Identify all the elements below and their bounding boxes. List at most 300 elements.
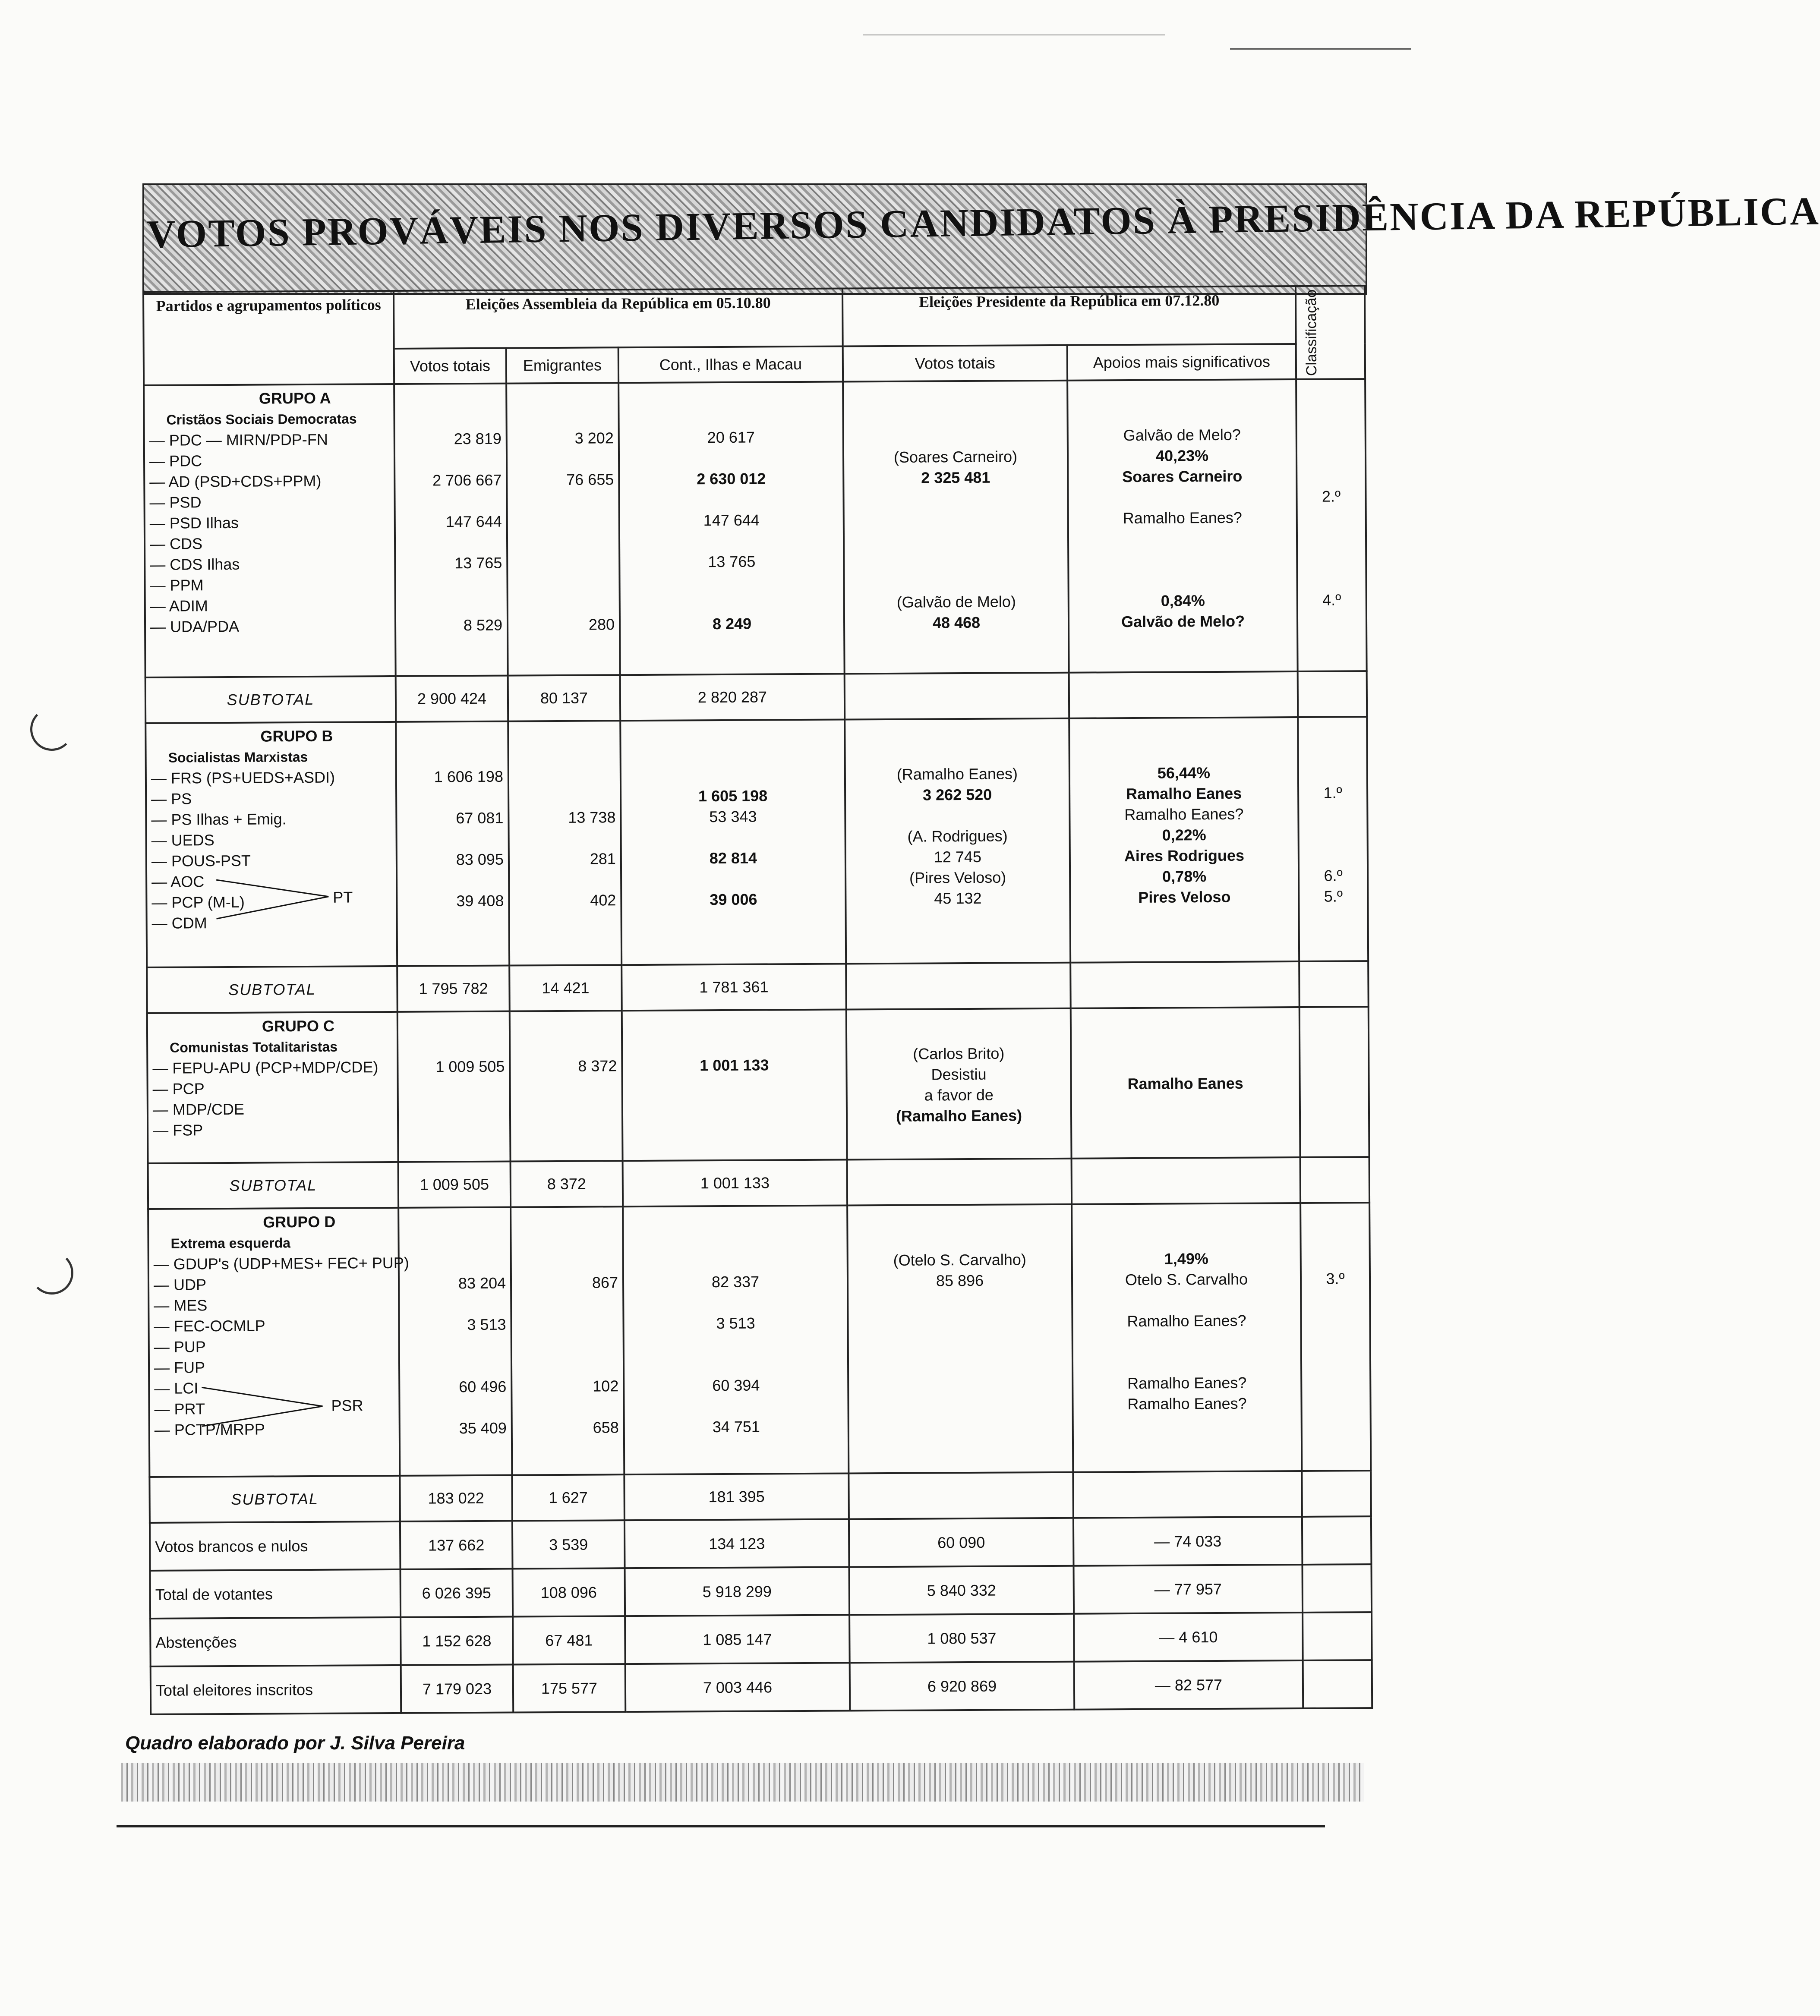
value bbox=[512, 511, 614, 532]
value bbox=[401, 787, 503, 808]
value bbox=[403, 1118, 505, 1140]
value: 45 132 bbox=[934, 889, 982, 907]
summary-apoios: — 82 577 bbox=[1074, 1660, 1303, 1710]
summary-cont: 134 123 bbox=[625, 1519, 849, 1568]
value bbox=[853, 1394, 1067, 1416]
empty-cell bbox=[1303, 1612, 1372, 1660]
subtotal-emigrantes: 80 137 bbox=[508, 675, 621, 721]
value bbox=[514, 786, 615, 807]
value: 8 529 bbox=[463, 616, 503, 634]
value bbox=[1306, 1289, 1365, 1310]
value bbox=[849, 508, 1063, 530]
group-a-classif bbox=[1296, 379, 1367, 671]
value: Galvão de Melo? bbox=[1123, 425, 1241, 444]
summary-row-inscritos bbox=[151, 1660, 1372, 1714]
value bbox=[854, 1414, 1068, 1436]
value bbox=[512, 449, 614, 470]
value bbox=[512, 552, 614, 573]
empty-cell bbox=[1302, 1516, 1372, 1565]
group-d-votos bbox=[398, 1207, 512, 1476]
group-c-name: GRUPO C bbox=[262, 1017, 335, 1035]
value bbox=[1302, 445, 1360, 466]
value: 20 617 bbox=[707, 428, 755, 447]
group-c-cont bbox=[622, 1010, 847, 1161]
empty-cell bbox=[845, 672, 1069, 719]
value bbox=[1306, 1372, 1365, 1393]
group-b-subtitle: Socialistas Marxistas bbox=[168, 749, 308, 765]
value bbox=[851, 908, 1065, 930]
value: 280 bbox=[588, 615, 615, 633]
summary-apoios: — 4 610 bbox=[1074, 1613, 1303, 1662]
value: (Galvão de Melo) bbox=[896, 592, 1016, 611]
header-classificacao bbox=[1296, 286, 1365, 379]
value bbox=[514, 869, 616, 890]
party: — FEPU-APU (PCP+MDP/CDE) bbox=[152, 1058, 379, 1077]
value: 1,49% bbox=[1164, 1249, 1208, 1268]
party: — MDP/CDE bbox=[152, 1100, 245, 1119]
value bbox=[1073, 569, 1292, 591]
value bbox=[853, 1373, 1067, 1395]
value bbox=[848, 425, 1063, 447]
scan-noise-top bbox=[1230, 48, 1411, 50]
party: — AOC bbox=[151, 872, 205, 891]
group-c-classif bbox=[1300, 1007, 1369, 1157]
value: 3 262 520 bbox=[922, 785, 992, 804]
party: — CDS Ilhas bbox=[150, 555, 240, 574]
value: 23 819 bbox=[454, 429, 502, 448]
value bbox=[848, 488, 1063, 510]
summary-label: Abstenções bbox=[150, 1617, 401, 1666]
value: Ramalho Eanes? bbox=[1127, 1394, 1247, 1413]
value: (Soares Carneiro) bbox=[893, 447, 1018, 466]
value bbox=[1076, 1052, 1294, 1074]
summary-cont: 1 085 147 bbox=[625, 1615, 850, 1664]
summary-label: Total de votantes bbox=[150, 1569, 401, 1619]
group-a-subtotal bbox=[145, 671, 1367, 723]
party: — PSD bbox=[149, 493, 202, 512]
value bbox=[517, 1355, 618, 1376]
value: Ramalho Eanes bbox=[1126, 784, 1242, 803]
value bbox=[404, 1335, 506, 1356]
value: 3.º bbox=[1326, 1269, 1345, 1288]
summary-pr-votos: 1 080 537 bbox=[849, 1614, 1074, 1663]
group-d-row bbox=[148, 1203, 1371, 1477]
header-presidente: Eleições Presidente da República em 07.12.80 bbox=[842, 286, 1296, 346]
party: — UEDS bbox=[151, 831, 214, 849]
header-emigrantes: Emigrantes bbox=[506, 347, 618, 384]
value bbox=[853, 1311, 1067, 1333]
value bbox=[624, 447, 838, 469]
classificacao-label: Classificação bbox=[1303, 289, 1320, 376]
party: — PCTP/MRPP bbox=[154, 1420, 265, 1439]
party: — PPM bbox=[150, 576, 204, 595]
binder-hole-mark-2 bbox=[30, 1251, 73, 1295]
party: — ADIM bbox=[150, 597, 208, 615]
value: 85 896 bbox=[936, 1271, 984, 1289]
value bbox=[1078, 1351, 1296, 1373]
value: 56,44% bbox=[1157, 763, 1211, 782]
value: 13 738 bbox=[568, 808, 616, 826]
value bbox=[512, 532, 614, 553]
value bbox=[404, 1355, 506, 1377]
summary-cont: 5 918 299 bbox=[625, 1567, 850, 1616]
value: 0,22% bbox=[1162, 825, 1206, 844]
value bbox=[516, 1251, 618, 1273]
summary-row-abstencoes bbox=[150, 1612, 1372, 1666]
party: — PCP (M-L) bbox=[151, 893, 245, 911]
party: — PRT bbox=[154, 1399, 205, 1418]
value bbox=[1306, 1351, 1365, 1372]
group-a-subtitle: Cristãos Sociais Democratas bbox=[166, 411, 357, 428]
value bbox=[1302, 548, 1361, 570]
value: 402 bbox=[590, 891, 616, 909]
value bbox=[400, 449, 502, 470]
value bbox=[625, 530, 839, 552]
summary-votos: 137 662 bbox=[400, 1521, 513, 1569]
empty-cell bbox=[1070, 961, 1300, 1008]
summary-label: Total eleitores inscritos bbox=[151, 1665, 401, 1714]
value: 867 bbox=[592, 1273, 618, 1292]
value bbox=[629, 1354, 843, 1376]
party: — PCP bbox=[152, 1080, 205, 1098]
value bbox=[628, 1250, 842, 1272]
group-b-classif bbox=[1298, 717, 1368, 961]
value: 53 343 bbox=[709, 807, 757, 825]
subtotal-cont: 1 781 361 bbox=[621, 964, 846, 1011]
value bbox=[516, 1314, 618, 1335]
value: 48 468 bbox=[932, 614, 981, 632]
value: Ramalho Eanes? bbox=[1123, 508, 1242, 527]
subtotal-emigrantes: 1 627 bbox=[512, 1474, 625, 1521]
value bbox=[512, 490, 614, 511]
value: Pires Veloso bbox=[1138, 888, 1231, 906]
value: a favor de bbox=[924, 1086, 994, 1104]
group-d-name: GRUPO D bbox=[263, 1213, 336, 1231]
party: — PDC bbox=[149, 452, 202, 470]
party: — LCI bbox=[154, 1379, 199, 1397]
value: 83 204 bbox=[458, 1274, 506, 1292]
value bbox=[626, 868, 840, 890]
value bbox=[517, 1334, 618, 1355]
value: Galvão de Melo? bbox=[1121, 612, 1245, 631]
empty-cell bbox=[846, 963, 1071, 1010]
subtotal-cont: 181 395 bbox=[624, 1473, 849, 1520]
value bbox=[401, 594, 502, 615]
value: 0,84% bbox=[1161, 592, 1205, 610]
group-b-apoios bbox=[1069, 717, 1299, 963]
empty-cell bbox=[1303, 1660, 1372, 1708]
value bbox=[1305, 1114, 1364, 1135]
value bbox=[628, 1292, 842, 1314]
value bbox=[403, 1098, 505, 1119]
value bbox=[626, 764, 840, 786]
subtotal-label: SUBTOTAL bbox=[149, 1476, 400, 1523]
value: Ramalho Eanes bbox=[1127, 1074, 1243, 1093]
value: 13 765 bbox=[454, 554, 502, 572]
footer-credit: Quadro elaborado por J. Silva Pereira bbox=[125, 1732, 465, 1754]
group-c-votos bbox=[397, 1011, 511, 1162]
value: (Pires Veloso) bbox=[909, 868, 1006, 887]
value: 76 655 bbox=[566, 470, 614, 489]
value bbox=[628, 1117, 842, 1139]
group-d-pr-votos bbox=[847, 1204, 1073, 1473]
subtotal-label: SUBTOTAL bbox=[147, 966, 397, 1013]
value bbox=[514, 765, 615, 787]
party: — UDA/PDA bbox=[150, 617, 240, 636]
party: — PS bbox=[151, 790, 192, 808]
value bbox=[1076, 1093, 1295, 1115]
value: 6.º bbox=[1324, 866, 1343, 885]
summary-apoios: — 74 033 bbox=[1073, 1517, 1303, 1566]
header-apoios: Apoios mais significativos bbox=[1067, 344, 1296, 381]
group-a-name: GRUPO A bbox=[259, 389, 331, 407]
subtotal-emigrantes: 8 372 bbox=[511, 1161, 623, 1207]
party: — UDP bbox=[153, 1275, 207, 1294]
value bbox=[514, 828, 616, 849]
value: 4.º bbox=[1322, 591, 1341, 609]
value bbox=[628, 1075, 842, 1097]
value: Ramalho Eanes? bbox=[1127, 1373, 1247, 1392]
group-b-votos bbox=[396, 721, 509, 966]
header-parties: Partidos e agrupamentos políticos bbox=[143, 291, 394, 385]
psr-bracket-lines bbox=[202, 1382, 340, 1430]
value: 3 202 bbox=[574, 429, 614, 447]
value bbox=[515, 1097, 617, 1118]
value: 1 009 505 bbox=[435, 1057, 505, 1076]
subtotal-label: SUBTOTAL bbox=[145, 676, 396, 723]
value: 147 644 bbox=[703, 511, 760, 529]
summary-pr-votos: 6 920 869 bbox=[850, 1662, 1075, 1711]
value bbox=[1302, 424, 1360, 445]
value bbox=[402, 911, 504, 932]
value: Otelo S. Carvalho bbox=[1125, 1270, 1248, 1288]
value bbox=[1304, 824, 1363, 845]
value bbox=[1302, 569, 1361, 590]
group-a-apoios bbox=[1067, 379, 1298, 672]
value: 658 bbox=[593, 1418, 619, 1436]
group-c-emigrantes bbox=[510, 1011, 623, 1161]
value: 281 bbox=[590, 849, 616, 868]
group-b-emigrantes bbox=[508, 721, 621, 966]
group-d-parties bbox=[148, 1207, 409, 1477]
value bbox=[1305, 1072, 1364, 1093]
subtotal-votos: 2 900 424 bbox=[396, 675, 508, 721]
summary-row-brancos bbox=[150, 1516, 1372, 1571]
header-cont: Cont., Ilhas e Macau bbox=[618, 346, 843, 383]
value: Aires Rodrigues bbox=[1124, 846, 1245, 865]
bottom-rule bbox=[117, 1825, 1325, 1827]
value: 8 249 bbox=[712, 614, 752, 633]
value: 34 751 bbox=[712, 1418, 760, 1436]
summary-pr-votos: 60 090 bbox=[849, 1518, 1074, 1567]
party: — MES bbox=[154, 1296, 208, 1314]
binder-hole-mark bbox=[30, 708, 73, 751]
header-assembleia: Eleições Assembleia da República em 05.10.80 bbox=[394, 289, 843, 349]
summary-row-votantes bbox=[150, 1564, 1372, 1619]
value bbox=[625, 592, 839, 614]
value bbox=[513, 594, 615, 615]
value bbox=[514, 910, 616, 932]
value bbox=[1302, 528, 1361, 549]
group-d-subtitle: Extrema esquerda bbox=[170, 1235, 291, 1251]
value bbox=[625, 572, 839, 594]
party: — CDM bbox=[151, 914, 207, 932]
summary-emigrantes: 3 539 bbox=[512, 1520, 625, 1569]
page-title: VOTOS PROVÁVEIS NOS DIVERSOS CANDIDATOS À PRESIDÊNCIA DA REPÚBLICA bbox=[146, 189, 1820, 256]
group-a-emigrantes bbox=[506, 383, 620, 676]
group-b-row bbox=[145, 717, 1368, 967]
party: — PUP bbox=[154, 1337, 206, 1356]
value bbox=[515, 1077, 617, 1098]
value: 1 605 198 bbox=[698, 787, 768, 805]
value bbox=[626, 826, 840, 848]
value bbox=[853, 1352, 1067, 1374]
empty-cell bbox=[1299, 961, 1369, 1007]
party: — PSD Ilhas bbox=[149, 514, 239, 532]
group-a-cont bbox=[618, 382, 845, 675]
value bbox=[624, 489, 838, 511]
value: (Ramalho Eanes) bbox=[896, 1106, 1022, 1125]
group-d-apoios bbox=[1072, 1203, 1302, 1472]
value bbox=[1073, 528, 1292, 550]
value bbox=[849, 550, 1063, 572]
party: — POUS-PST bbox=[151, 851, 251, 870]
empty-cell bbox=[1303, 1564, 1372, 1613]
value: 35 409 bbox=[459, 1419, 507, 1437]
value: 1 001 133 bbox=[700, 1056, 769, 1074]
subtotal-label: SUBTOTAL bbox=[148, 1162, 399, 1209]
party: — AD (PSD+CDS+PPM) bbox=[149, 472, 322, 491]
group-c-apoios bbox=[1071, 1007, 1300, 1158]
value bbox=[1077, 1289, 1296, 1311]
value bbox=[1306, 1247, 1365, 1269]
empty-cell bbox=[1302, 1471, 1371, 1517]
summary-cont: 7 003 446 bbox=[625, 1663, 850, 1712]
group-c-subtitle: Comunistas Totalitaristas bbox=[170, 1039, 338, 1055]
summary-emigrantes: 108 096 bbox=[513, 1568, 625, 1616]
value bbox=[1076, 1114, 1295, 1136]
subtotal-votos: 1 009 505 bbox=[398, 1161, 511, 1207]
value: 147 644 bbox=[445, 512, 502, 531]
value bbox=[402, 828, 504, 849]
summary-apoios: — 77 957 bbox=[1074, 1565, 1303, 1614]
value: 40,23% bbox=[1155, 447, 1209, 465]
value bbox=[1302, 507, 1361, 528]
group-b-cont bbox=[620, 719, 846, 965]
group-a-votos bbox=[394, 384, 508, 676]
party: — PS Ilhas + Emig. bbox=[151, 810, 287, 828]
party: — FRS (PS+UEDS+ASDI) bbox=[151, 768, 335, 787]
value: (Ramalho Eanes) bbox=[896, 765, 1018, 783]
empty-cell bbox=[1298, 671, 1367, 717]
group-c-parties bbox=[147, 1012, 398, 1163]
group-a-pr-votos bbox=[843, 381, 1069, 674]
value bbox=[404, 1252, 506, 1273]
header-votos-totais: Votos totais bbox=[394, 348, 506, 384]
value bbox=[515, 1118, 617, 1139]
value bbox=[1078, 1414, 1296, 1436]
value: 3 513 bbox=[716, 1314, 755, 1332]
party: — FSP bbox=[153, 1121, 203, 1140]
value: Ramalho Eanes? bbox=[1124, 805, 1244, 823]
summary-votos: 7 179 023 bbox=[401, 1665, 514, 1713]
summary-votos: 1 152 628 bbox=[401, 1617, 513, 1665]
value bbox=[850, 804, 1064, 826]
results-table bbox=[142, 285, 1373, 1715]
summary-emigrantes: 67 481 bbox=[513, 1616, 625, 1664]
empty-cell bbox=[1072, 1157, 1301, 1204]
value: 82 814 bbox=[709, 849, 757, 867]
value: 0,78% bbox=[1162, 867, 1207, 885]
group-b-parties bbox=[145, 722, 397, 968]
group-d-classif bbox=[1300, 1203, 1371, 1471]
value: 3 513 bbox=[467, 1315, 506, 1333]
value: 39 408 bbox=[456, 891, 504, 910]
subtotal-votos: 1 795 782 bbox=[397, 966, 510, 1012]
scan-noise-strip bbox=[121, 1763, 1364, 1802]
value: 39 006 bbox=[710, 890, 757, 908]
value bbox=[1078, 1331, 1296, 1353]
pt-label: PT bbox=[333, 888, 353, 906]
value: 8 372 bbox=[578, 1057, 617, 1075]
value bbox=[402, 869, 504, 891]
group-c-pr-votos bbox=[846, 1008, 1072, 1159]
value bbox=[1307, 1413, 1366, 1434]
group-a-parties bbox=[144, 384, 396, 677]
subtotal-emigrantes: 14 421 bbox=[509, 965, 622, 1011]
value bbox=[1073, 548, 1292, 570]
value bbox=[629, 1333, 843, 1355]
value bbox=[516, 1293, 618, 1314]
value: 60 394 bbox=[712, 1376, 760, 1394]
empty-cell bbox=[1069, 671, 1298, 718]
group-b-name: GRUPO B bbox=[260, 727, 333, 745]
value bbox=[403, 1077, 505, 1098]
group-d-emigrantes bbox=[511, 1206, 624, 1475]
value: 67 081 bbox=[456, 809, 504, 827]
value: Ramalho Eanes? bbox=[1127, 1311, 1246, 1330]
value bbox=[1076, 907, 1294, 929]
subtotal-cont: 2 820 287 bbox=[620, 674, 845, 721]
value: 1.º bbox=[1323, 784, 1342, 802]
value bbox=[400, 573, 502, 595]
empty-cell bbox=[847, 1158, 1072, 1205]
summary-votos: 6 026 395 bbox=[401, 1569, 513, 1617]
value bbox=[628, 1096, 842, 1118]
value: (Carlos Brito) bbox=[913, 1044, 1005, 1063]
value bbox=[1302, 466, 1360, 487]
value: 1 606 198 bbox=[434, 767, 504, 786]
empty-cell bbox=[848, 1472, 1073, 1519]
value bbox=[629, 1395, 843, 1417]
subtotal-votos: 183 022 bbox=[400, 1475, 512, 1521]
value bbox=[517, 1396, 618, 1418]
value bbox=[1305, 1093, 1364, 1114]
value: 102 bbox=[593, 1377, 619, 1395]
value: 82 337 bbox=[711, 1273, 760, 1291]
value bbox=[404, 1293, 506, 1314]
value bbox=[627, 909, 841, 931]
value: Desistiu bbox=[931, 1065, 987, 1084]
value: (A. Rodrigues) bbox=[907, 827, 1008, 845]
group-d-cont bbox=[623, 1205, 848, 1474]
value: Soares Carneiro bbox=[1122, 467, 1243, 486]
party: — FEC-OCMLP bbox=[154, 1317, 265, 1335]
value bbox=[1304, 907, 1363, 928]
value: 2 706 667 bbox=[432, 471, 502, 489]
value bbox=[1303, 611, 1361, 632]
group-d-subtotal bbox=[149, 1471, 1371, 1523]
